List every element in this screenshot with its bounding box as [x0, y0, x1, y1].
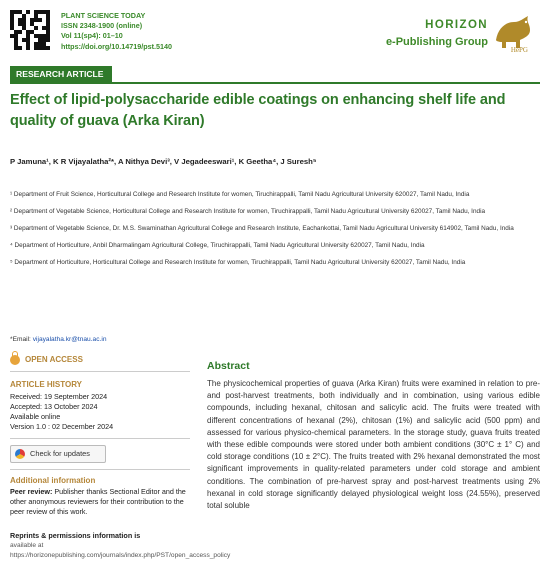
journal-meta	[61, 11, 172, 52]
available-online: Available online	[10, 412, 61, 421]
received-date: Received: 19 September 2024	[10, 392, 108, 401]
publisher-line2: e-Publishing Group	[385, 36, 488, 48]
abstract-heading: Abstract	[207, 360, 250, 372]
publisher-line1: HORIZON	[425, 19, 488, 31]
affiliation-item: ⁵ Department of Horticulture, Horticultural College and Research Institute for women, Tiruchirappalli, Tamil Nadu Agricultural University 620027, Tamil Nadu, India	[10, 259, 466, 266]
reprints-info: Reprints & permissions information is	[10, 531, 141, 540]
history-title: ARTICLE HISTORY	[10, 380, 83, 389]
corresponding-email	[10, 336, 107, 343]
open-lock-icon	[10, 355, 20, 365]
affiliation-item: ¹ Department of Fruit Science, Horticultural College and Research Institute for women, Tiruchirappalli, Tamil Nadu Agricultural University 620027, Tamil Nadu, India	[10, 191, 470, 198]
peer-review-label: Peer review:	[10, 487, 53, 496]
publisher-name	[386, 17, 488, 51]
article-type-badge: RESEARCH ARTICLE	[10, 66, 112, 83]
header-rule	[10, 82, 540, 84]
article-history	[10, 380, 190, 432]
divider	[10, 438, 190, 439]
check-updates-label: Check for updates	[30, 449, 90, 458]
abstract-text: The physicochemical properties of guava (Arka Kiran) fruits were examined in relation to pre- and post-harvest treatments, both individually and in combination, using various edible compounds, including hexanal, chitosan and salicylic acid. The fruits were treated with different concentrations of hexanal (2%), chitosan (1%) and salicylic acid (500 ppm) and assessed for various physico-chemical parameters. In the storage study, guava fruits treated with these edible compounds were stored under both ambient conditions (30°C ± 1° C) and cold storage conditions (10 ± 2°C). The fruits treated with 2% hexanal demonstrated the most significant improvements in quality-related parameters under cold storage and ambient conditions. The combination of pre-harvest spray and post-harvest treatments using 2% hexanal in cold storage significantly delayed physiological weight loss (24.55%), preserved total soluble	[207, 379, 540, 511]
reprints-link[interactable]: available at https://horizonepublishing.com/journals/index.php/PST/open_access_policy	[10, 542, 231, 559]
divider	[10, 469, 190, 470]
affiliation-item: ⁴ Department of Horticulture, Anbil Dharmalingam Agricultural College, Tiruchirappalli, Tamil Nadu Agricultural University 620027, Tamil Nadu, India	[10, 242, 425, 249]
email-link[interactable]: vijayalatha.kr@tnau.ac.in	[32, 336, 107, 343]
check-for-updates-button[interactable]	[10, 445, 106, 463]
crossmark-icon	[15, 449, 25, 459]
journal-name: PLANT SCIENCE TODAY	[61, 11, 146, 20]
affiliation-item: ³ Department of Vegetable Science, Dr. M.S. Swaminathan Agricultural College and Research Institute, Eachankottai, Tamil Nadu Agricultural University 614902, Tamil Nadu, India	[10, 225, 514, 232]
open-access-text: OPEN ACCESS	[25, 355, 83, 364]
email-label: *Email:	[10, 336, 33, 343]
journal-volume: Vol 11(sp4): 01–10	[61, 31, 123, 41]
open-access-label	[10, 355, 190, 372]
accepted-date: Accepted: 13 October 2024	[10, 402, 98, 411]
version-date: Version 1.0 : 02 December 2024	[10, 422, 114, 431]
logo-text: HePG	[510, 46, 528, 54]
author-list: P Jamuna¹, K R Vijayalatha²*, A Nithya Devi³, V Jegadeeswari¹, K Geetha⁴, J Suresh⁵	[10, 157, 317, 166]
additional-info-heading: Additional information	[10, 476, 96, 485]
journal-issn: ISSN 2348-1900 (online)	[61, 21, 143, 31]
article-title: Effect of lipid-polysaccharide edible coatings on enhancing shelf life and quality of guava (Arka Kiran)	[10, 92, 506, 129]
journal-doi-link[interactable]: https://doi.org/10.14719/pst.5140	[61, 41, 173, 51]
peer-review-text: Publisher thanks Sectional Editor and the other anonymous reviewers for their contribution to the peer review of this work.	[10, 487, 186, 516]
qr-code	[10, 10, 50, 50]
affiliation-item: ² Department of Vegetable Science, Horticultural College and Research Institute for women, Tiruchirappalli, Tamil Nadu Agricultural University 620027, Tamil Nadu, India	[10, 208, 486, 215]
peer-review-note	[10, 487, 190, 517]
affiliations	[10, 190, 542, 275]
